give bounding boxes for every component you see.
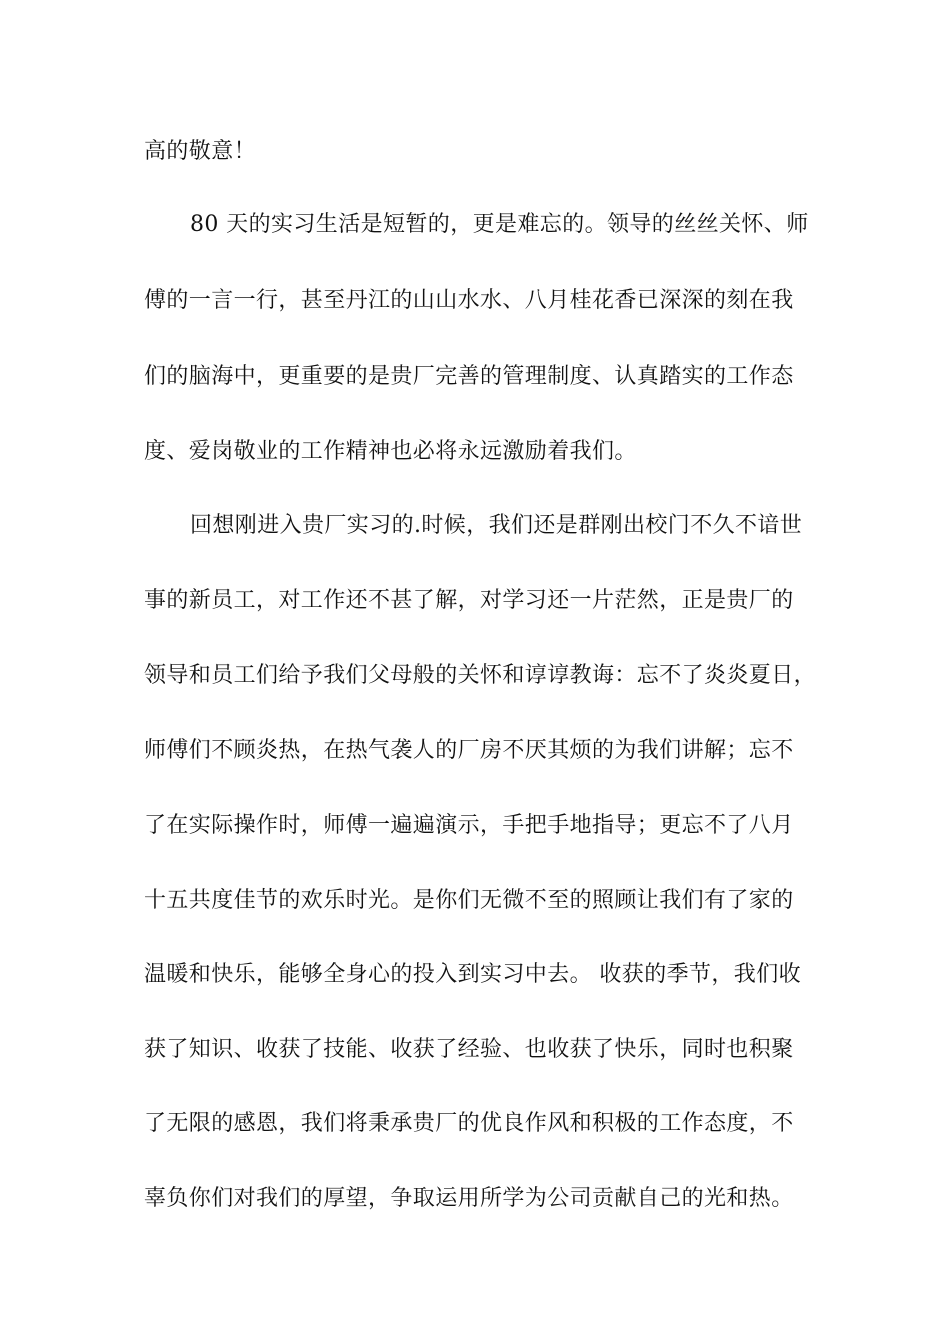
text-line-1: 高的敬意！ [144,139,257,164]
paragraph-2-line-8: 获了知识、收获了技能、收获了经验、也收获了快乐，同时也积聚 [144,1037,794,1062]
paragraph-2-line-10: 辜负你们对我们的厚望，争取运用所学为公司贡献自己的光和热。 [144,1186,794,1211]
paragraph-2-line-5: 了在实际操作时，师傅一遍遍演示，手把手地指导；更忘不了八月 [144,813,794,838]
paragraph-2-line-2: 事的新员工，对工作还不甚了解，对学习还一片茫然，正是贵厂的 [144,588,794,613]
paragraph-2-line-9: 了无限的感恩，我们将秉承贵厂的优良作风和积极的工作态度，不 [144,1111,794,1136]
paragraph-2-line-6: 十五共度佳节的欢乐时光。是你们无微不至的照顾让我们有了家的 [144,888,794,913]
paragraph-1-line-1: 80 天的实习生活是短暂的，更是难忘的。领导的丝丝关怀、师 [190,212,809,237]
paragraph-2-line-1: 回想刚进入贵厂实习的.时候，我们还是群刚出校门不久不谙世 [190,513,803,538]
paragraph-1-line-3: 们的脑海中，更重要的是贵厂完善的管理制度、认真踏实的工作态 [144,364,794,389]
paragraph-2-line-4: 师傅们不顾炎热，在热气袭人的厂房不厌其烦的为我们讲解；忘不 [144,738,794,763]
paragraph-2-line-3: 领导和员工们给予我们父母般的关怀和谆谆教诲：忘不了炎炎夏日， [144,663,817,688]
paragraph-1-line-2: 傅的一言一行，甚至丹江的山山水水、八月桂花香已深深的刻在我 [144,288,794,313]
paragraph-2-line-7: 温暖和快乐，能够全身心的投入到实习中去。 收获的季节，我们收 [144,962,801,987]
paragraph-1-line-4: 度、爱岗敬业的工作精神也必将永远激励着我们。 [144,439,637,464]
